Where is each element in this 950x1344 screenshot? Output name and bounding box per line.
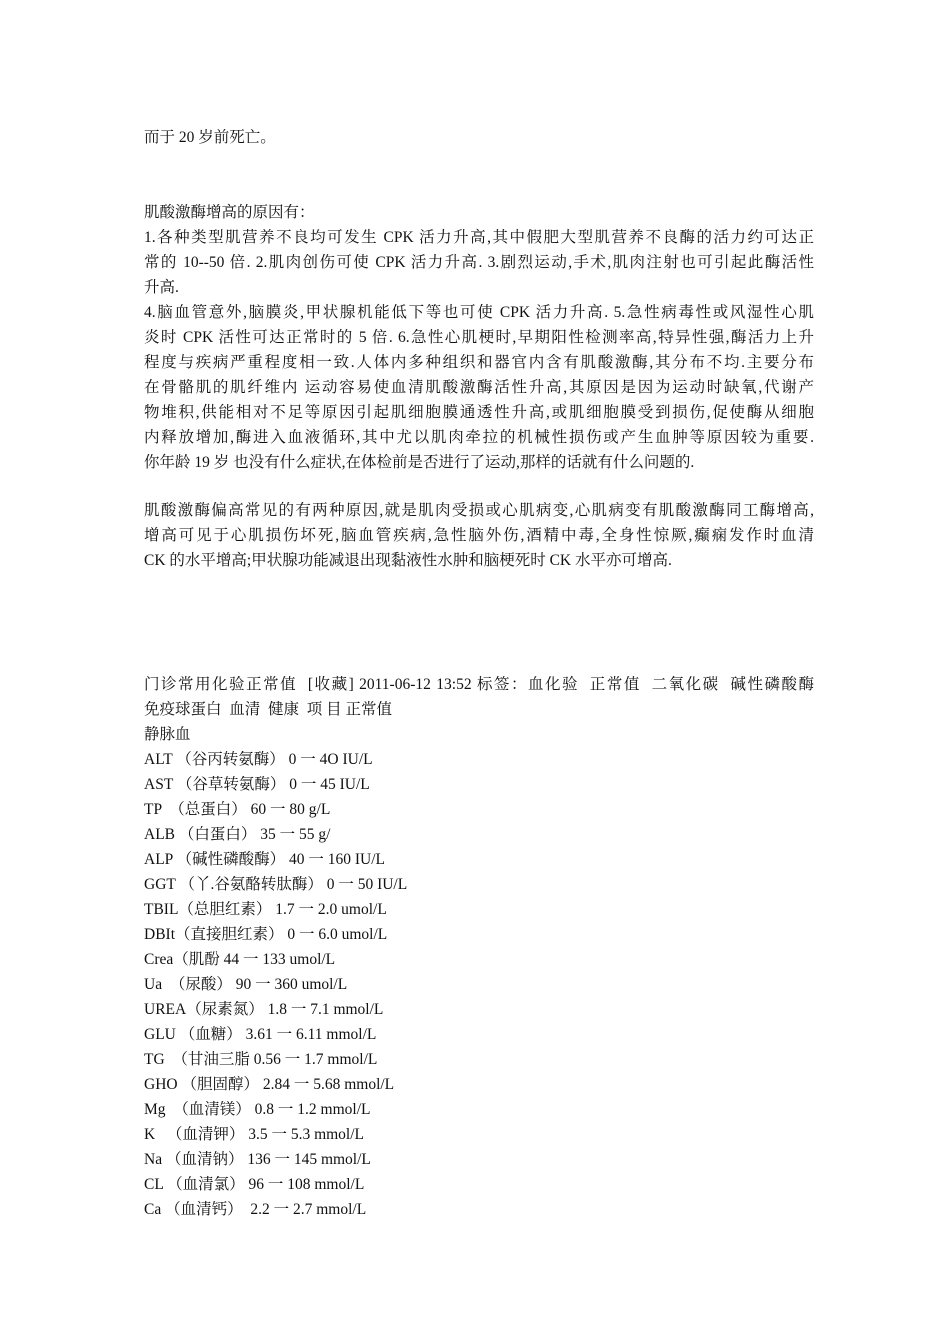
paragraph-line: 程度与疾病严重程度相一致.人体内多种组织和器官内含有肌酸激酶,其分布不均.主要分布 bbox=[144, 354, 814, 371]
list-item: TG （甘油三脂 0.56 一 1.7 mmol/L bbox=[144, 1051, 378, 1068]
paragraph-line: CK 的水平增高;甲状腺功能减退出现黏液性水肿和脑梗死时 CK 水平亦可增高. bbox=[144, 552, 672, 569]
lab-values-section bbox=[144, 672, 814, 1222]
ck-elevated-section bbox=[144, 498, 814, 573]
list-item: Ua （尿酸） 90 一 360 umol/L bbox=[144, 976, 348, 993]
paragraph-line: 在骨骼肌的肌纤维内 运动容易使血清肌酸激酶活性升高,其原因是因为运动时缺氧,代谢产 bbox=[144, 379, 814, 396]
list-item: ALB （白蛋白） 35 一 55 g/ bbox=[144, 826, 331, 843]
paragraph-line: 常的 10--50 倍. 2.肌肉创伤可使 CPK 活力升高. 3.剧烈运动,手术,肌肉注射也可引起此酶活性 bbox=[144, 254, 814, 271]
section-heading: 肌酸激酶增高的原因有： bbox=[144, 204, 315, 221]
lab-values-list bbox=[144, 747, 814, 1222]
list-item: GLU （血糖） 3.61 一 6.11 mmol/L bbox=[144, 1026, 377, 1043]
ck-causes-section bbox=[144, 200, 814, 475]
list-item: ALP （碱性磷酸酶） 40 一 160 IU/L bbox=[144, 851, 385, 868]
list-item: Mg （血清镁） 0.8 一 1.2 mmol/L bbox=[144, 1101, 371, 1118]
list-item: AST （谷草转氨酶） 0 一 45 IU/L bbox=[144, 776, 370, 793]
list-item: UREA（尿素氮） 1.8 一 7.1 mmol/L bbox=[144, 1001, 384, 1018]
list-item: TBIL（总胆红素） 1.7 一 2.0 umol/L bbox=[144, 901, 387, 918]
paragraph-line: 升高. bbox=[144, 279, 179, 296]
list-item: Na （血清钠） 136 一 145 mmol/L bbox=[144, 1151, 371, 1168]
list-item: TP （总蛋白） 60 一 80 g/L bbox=[144, 801, 331, 818]
list-item: K （血清钾） 3.5 一 5.3 mmol/L bbox=[144, 1126, 365, 1143]
paragraph-line: 增高可见于心肌损伤坏死,脑血管疾病,急性脑外伤,酒精中毒,全身性惊厥,癫痫发作时血清 bbox=[144, 527, 814, 544]
paragraph-line: 炎时 CPK 活性可达正常时的 5 倍. 6.急性心肌梗时,早期阳性检测率高,特异性强,酶活力上升 bbox=[144, 329, 814, 346]
paragraph-line: 4.脑血管意外,脑膜炎,甲状腺机能低下等也可使 CPK 活力升高. 5.急性病毒性或风湿性心肌 bbox=[144, 304, 814, 321]
paragraph-line: 你年龄 19 岁 也没有什么症状,在体检前是否进行了运动,那样的话就有什么问题的. bbox=[144, 454, 695, 471]
article-header-line: 门诊常用化验正常值 [收藏] 2011-06-12 13:52 标签：血化验 正常值 二氧化碳 碱性磷酸酶 bbox=[144, 676, 814, 693]
list-item: ALT （谷丙转氨酶） 0 一 4O IU/L bbox=[144, 751, 373, 768]
list-item: CL （血清氯） 96 一 108 mmol/L bbox=[144, 1176, 365, 1193]
list-item: Ca （血清钙） 2.2 一 2.7 mmol/L bbox=[144, 1201, 367, 1218]
list-item: GHO （胆固醇） 2.84 一 5.68 mmol/L bbox=[144, 1076, 395, 1093]
list-item: GGT （丫.谷氨酪转肽酶） 0 一 50 IU/L bbox=[144, 876, 408, 893]
list-item: DBIt（直接胆红素） 0 一 6.0 umol/L bbox=[144, 926, 388, 943]
intro-line: 而于 20 岁前死亡。 bbox=[144, 129, 276, 146]
paragraph-line: 内释放增加,酶进入血液循环,其中尤以肌肉牵拉的机械性损伤或产生血肿等原因较为重要. bbox=[144, 429, 814, 446]
sub-heading: 静脉血 bbox=[144, 726, 191, 743]
paragraph-line: 肌酸激酶偏高常见的有两种原因,就是肌肉受损或心肌病变,心肌病变有肌酸激酶同工酶增高, bbox=[144, 502, 814, 519]
paragraph-line: 1.各种类型肌营养不良均可发生 CPK 活力升高,其中假肥大型肌营养不良酶的活力约可达正 bbox=[144, 229, 814, 246]
paragraph-line: 物堆积,供能相对不足等原因引起肌细胞膜通透性升高,或肌细胞膜受到损伤,促使酶从细胞 bbox=[144, 404, 814, 421]
list-item: Crea（肌酚 44 一 133 umol/L bbox=[144, 951, 336, 968]
intro-paragraph bbox=[144, 125, 814, 150]
article-tags-line: 免疫球蛋白 血清 健康 项 目 正常值 bbox=[144, 701, 393, 718]
